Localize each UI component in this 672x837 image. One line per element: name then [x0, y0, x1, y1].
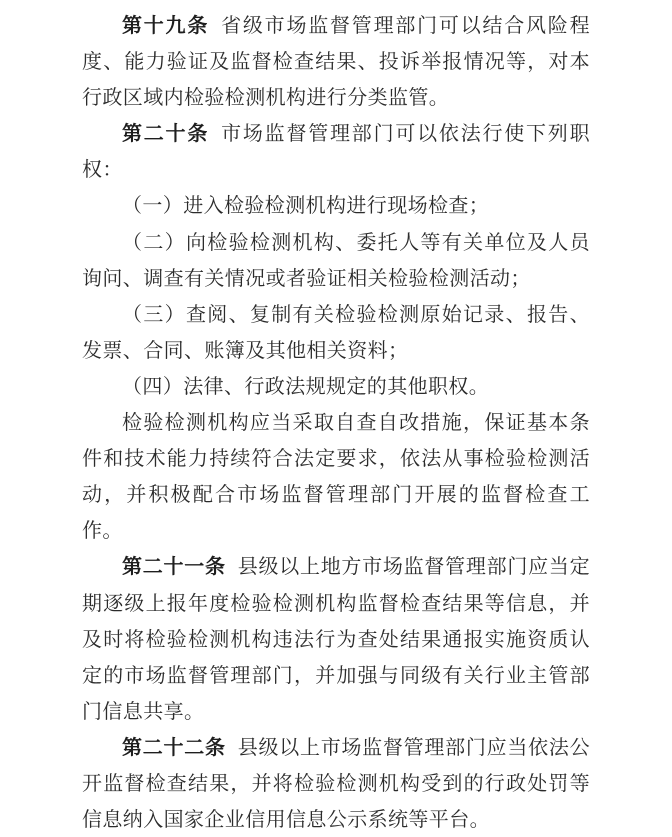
article-19	[82, 7, 590, 115]
article-number: 第二十条	[122, 121, 210, 146]
article-22	[82, 729, 590, 837]
article-21	[82, 548, 590, 728]
article-20	[82, 115, 590, 187]
article-20-item-3: （三）查阅、复制有关检验检测原始记录、报告、发票、合同、账簿及其他相关资料；	[82, 301, 590, 362]
article-text: 市场监督管理部门可以依法行使下列职权：	[82, 121, 590, 182]
article-number: 第二十二条	[122, 734, 226, 759]
article-number: 第二十一条	[122, 554, 226, 579]
article-number: 第十九条	[122, 13, 210, 37]
article-text: 县级以上地方市场监督管理部门应当定期逐级上报年度检验检测机构监督检查结果等信息，并及时将检验检测机构违法行为查处结果通报实施资质认定的市场监督管理部门，并加强与同级有关行业主管部门信息共享。	[82, 554, 590, 723]
article-text: 省级市场监督管理部门可以结合风险程度、能力验证及监督检查结果、投诉举报情况等，对本行政区域内检验检测机构进行分类监管。	[82, 13, 590, 110]
article-20-item-2: （二）向检验检测机构、委托人等有关单位及人员询问、调查有关情况或者验证相关检验检测活动；	[82, 229, 590, 290]
article-20-item-4: （四）法律、行政法规规定的其他职权。	[122, 373, 490, 398]
article-text: 县级以上市场监督管理部门应当依法公开监督检查结果，并将检验检测机构受到的行政处罚等信息纳入国家企业信用信息公示系统等平台。	[82, 734, 590, 832]
article-20-closing: 检验检测机构应当采取自查自改措施，保证基本条件和技术能力持续符合法定要求，依法从事检验检测活动，并积极配合市场监督管理部门开展的监督检查工作。	[82, 410, 590, 543]
article-20-item-1: （一）进入检验检测机构进行现场检查；	[122, 193, 490, 218]
